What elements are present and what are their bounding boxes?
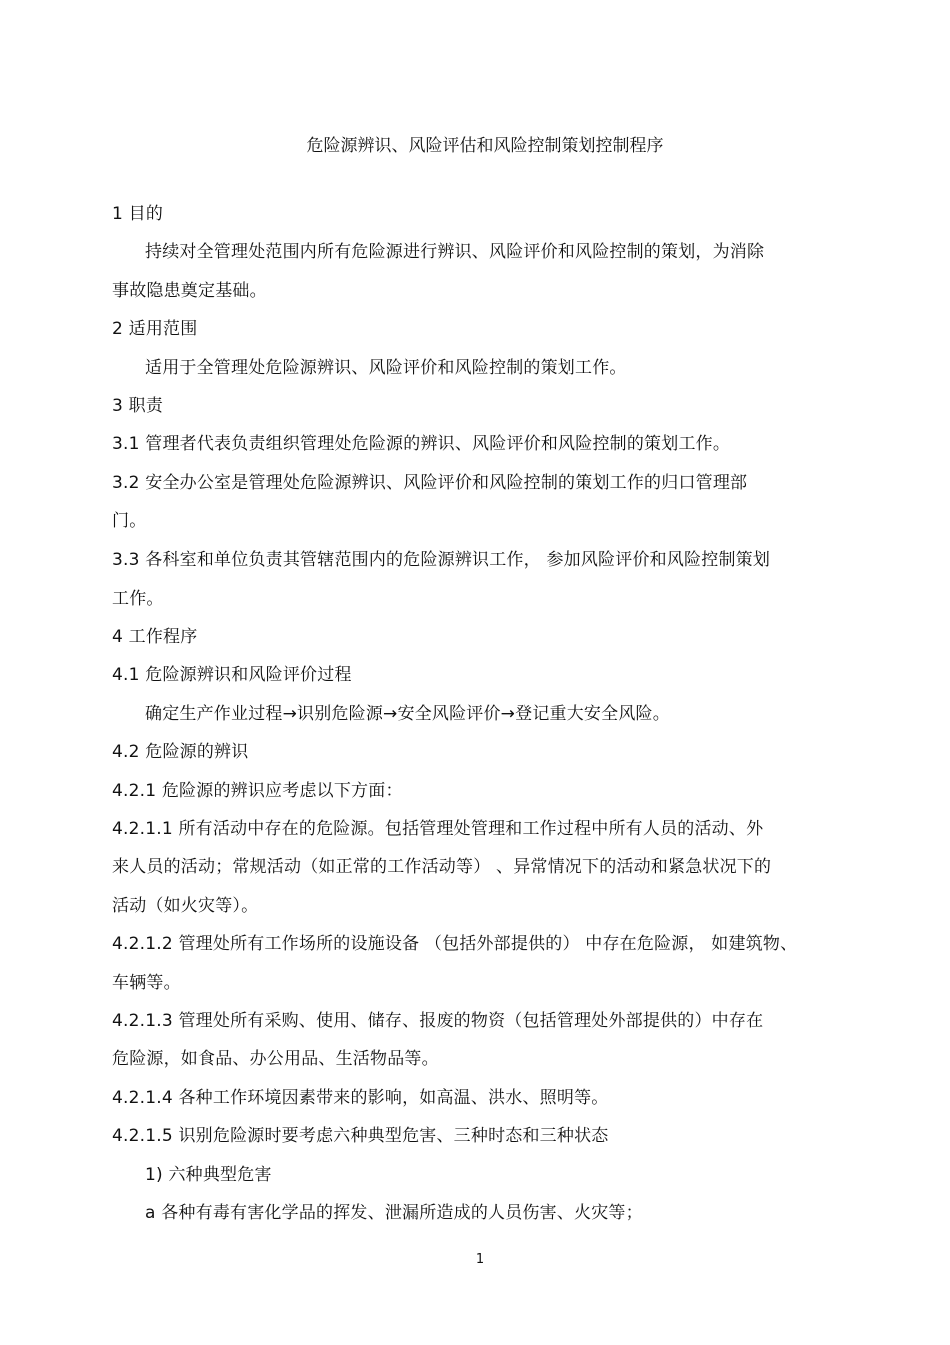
section-heading-procedure: 4 工作程序	[112, 627, 198, 647]
paragraph-line: 适用于全管理处危险源辨识、风险评价和风险控制的策划工作。	[145, 358, 627, 378]
clause-line: 4.1 危险源辨识和风险评价过程	[112, 665, 352, 685]
clause-line: 4.2.1.2 管理处所有工作场所的设施设备 （包括外部提供的） 中存在危险源， 如建筑物、	[112, 934, 798, 954]
clause-line: 4.2.1.3 管理处所有采购、使用、储存、报废的物资（包括管理处外部提供的）中存在	[112, 1011, 764, 1031]
paragraph-line: 工作。	[112, 589, 164, 609]
clause-line: 4.2.1 危险源的辨识应考虑以下方面：	[112, 781, 403, 801]
paragraph-line: 车辆等。	[112, 973, 181, 993]
paragraph-line: 来人员的活动；常规活动（如正常的工作活动等） 、异常情况下的活动和紧急状况下的	[112, 857, 772, 877]
clause-line: 3.2 安全办公室是管理处危险源辨识、风险评价和风险控制的策划工作的归口管理部	[112, 473, 748, 493]
paragraph-line: 活动（如火灾等）。	[112, 896, 259, 916]
list-item: a 各种有毒有害化学品的挥发、泄漏所造成的人员伤害、火灾等；	[145, 1203, 643, 1223]
section-heading-responsibilities: 3 职责	[112, 396, 164, 416]
clause-line: 4.2 危险源的辨识	[112, 742, 249, 762]
page-number: 1	[475, 1252, 485, 1267]
clause-line: 4.2.1.4 各种工作环境因素带来的影响，如高温、洪水、照明等。	[112, 1088, 609, 1108]
paragraph-line: 持续对全管理处范围内所有危险源进行辨识、风险评价和风险控制的策划，为消除	[145, 242, 765, 262]
section-heading-purpose: 1 目的	[112, 204, 164, 224]
clause-line: 3.3 各科室和单位负责其管辖范围内的危险源辨识工作， 参加风险评价和风险控制策划	[112, 550, 771, 570]
page-title: 危险源辨识、风险评估和风险控制策划控制程序	[306, 136, 664, 156]
paragraph-line: 危险源，如食品、办公用品、生活物品等。	[112, 1049, 439, 1069]
clause-line: 4.2.1.1 所有活动中存在的危险源。包括管理处管理和工作过程中所有人员的活动、外	[112, 819, 764, 839]
paragraph-line: 确定生产作业过程→识别危险源→安全风险评价→登记重大安全风险。	[145, 704, 670, 724]
paragraph-line: 门。	[112, 511, 147, 531]
clause-line: 3.1 管理者代表负责组织管理处危险源的辨识、风险评价和风险控制的策划工作。	[112, 434, 731, 454]
section-heading-scope: 2 适用范围	[112, 319, 198, 339]
list-item: 1) 六种典型危害	[145, 1165, 272, 1185]
paragraph-line: 事故隐患奠定基础。	[112, 281, 267, 301]
clause-line: 4.2.1.5 识别危险源时要考虑六种典型危害、三种时态和三种状态	[112, 1126, 609, 1146]
